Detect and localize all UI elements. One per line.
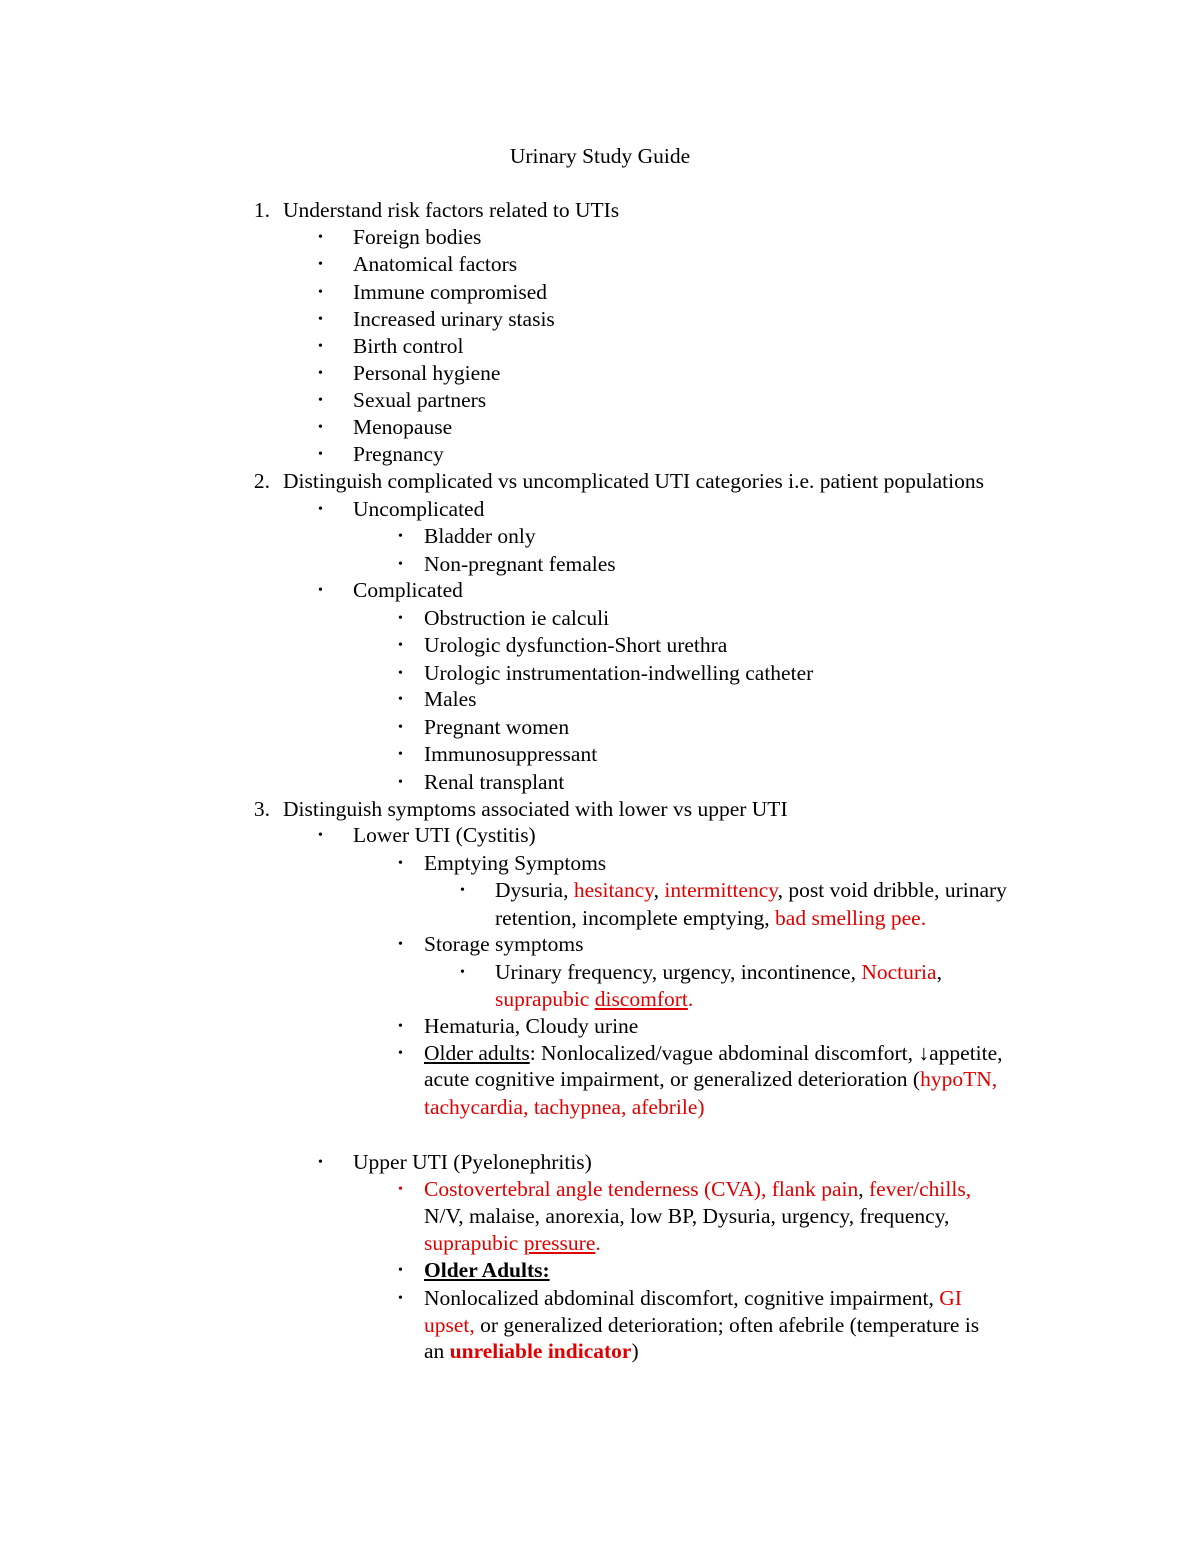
bullet-icon: •: [398, 856, 403, 871]
section-number: 1.: [253, 198, 270, 222]
bullet-icon: •: [398, 638, 403, 653]
list-item: Anatomical factors: [353, 252, 518, 276]
text-run: Dysuria,: [495, 878, 574, 902]
highlight-text: intermittency: [664, 878, 778, 902]
highlight-text: suprapubic: [495, 987, 595, 1011]
highlight-text: bad smelling pee.: [775, 906, 927, 930]
list-item: Urologic dysfunction-Short urethra: [424, 633, 728, 657]
bullet-icon: •: [398, 1046, 403, 1061]
highlight-text: unreliable indicator: [449, 1339, 632, 1363]
list-item: Bladder only: [424, 524, 536, 548]
highlight-text: hesitancy: [573, 878, 654, 902]
list-item: Immunosuppressant: [424, 742, 598, 766]
bullet-icon: •: [460, 965, 465, 980]
symptom-line: [424, 1230, 601, 1257]
symptom-line: [495, 986, 693, 1013]
symptom-line: [424, 1338, 639, 1365]
text-run: acute cognitive impairment, or generalized deterioration (: [424, 1067, 921, 1091]
symptom-line: [424, 1285, 962, 1312]
text-run: ): [631, 1339, 639, 1363]
list-item: Birth control: [353, 334, 464, 358]
symptom-line: [424, 1176, 971, 1203]
bullet-icon: •: [318, 230, 323, 245]
bullet-icon: •: [398, 611, 403, 626]
list-item: Increased urinary stasis: [353, 307, 555, 331]
text-run: : Nonlocalized/vague abdominal discomfort, ↓appetite,: [529, 1041, 1003, 1065]
text-run: , post void dribble, urinary: [777, 878, 1007, 902]
bullet-icon: •: [398, 720, 403, 735]
text-run: Nonlocalized abdominal discomfort, cognitive impairment,: [424, 1286, 940, 1310]
bullet-icon: •: [398, 1019, 403, 1034]
highlight-text: fever/chills,: [869, 1177, 972, 1201]
symptom-line: [495, 959, 942, 986]
list-item: Renal transplant: [424, 770, 565, 794]
group-label: Complicated: [353, 578, 463, 602]
bullet-icon: •: [318, 828, 323, 843]
bullet-icon: •: [398, 1263, 403, 1278]
underlined-label: Older adults: [424, 1041, 530, 1065]
bullet-icon: •: [398, 1182, 403, 1197]
text-run: Urinary frequency, urgency, incontinence,: [495, 960, 862, 984]
page-title: Urinary Study Guide: [509, 144, 691, 168]
group-label: Lower UTI (Cystitis): [353, 823, 536, 847]
bullet-icon: •: [318, 312, 323, 327]
bullet-icon: •: [318, 257, 323, 272]
highlight-text: discomfort: [594, 987, 688, 1011]
text-run: retention, incomplete emptying,: [495, 906, 776, 930]
highlight-text: .: [687, 987, 694, 1011]
symptom-line: [495, 905, 926, 932]
text-run: ,: [858, 1177, 870, 1201]
text-run: ,: [936, 960, 942, 984]
list-item: Urologic instrumentation-indwelling catheter: [424, 661, 814, 685]
list-item: Pregnant women: [424, 715, 570, 739]
bullet-icon: •: [398, 937, 403, 952]
list-item: Hematuria, Cloudy urine: [424, 1014, 639, 1038]
text-run: ,: [653, 878, 665, 902]
subgroup-label: Older Adults:: [424, 1258, 550, 1282]
bullet-icon: •: [398, 1291, 403, 1306]
list-item: Menopause: [353, 415, 453, 439]
bullet-icon: •: [318, 393, 323, 408]
bullet-icon: •: [398, 747, 403, 762]
highlight-text: tachycardia, tachypnea, afebrile): [424, 1095, 705, 1119]
symptom-line: N/V, malaise, anorexia, low BP, Dysuria, urgency, frequency,: [424, 1204, 950, 1228]
bullet-icon: •: [318, 583, 323, 598]
symptom-line: [495, 877, 1007, 904]
bullet-icon: •: [318, 366, 323, 381]
highlight-text: Costovertebral angle tenderness (CVA), flank pain: [424, 1177, 859, 1201]
bullet-icon: •: [398, 775, 403, 790]
highlight-text: suprapubic: [424, 1231, 524, 1255]
text-run: or generalized deterioration; often afebrile (temperature is: [474, 1313, 980, 1337]
highlight-text: GI: [939, 1286, 962, 1310]
bullet-icon: •: [398, 529, 403, 544]
highlight-text: Nocturia: [861, 960, 937, 984]
list-item: Non-pregnant females: [424, 552, 616, 576]
highlight-text: upset,: [424, 1313, 475, 1337]
list-item: Males: [424, 687, 477, 711]
group-label: Upper UTI (Pyelonephritis): [353, 1150, 592, 1174]
subgroup-label: Storage symptoms: [424, 932, 584, 956]
list-item: Obstruction ie calculi: [424, 606, 610, 630]
bullet-icon: •: [398, 692, 403, 707]
symptom-line: [424, 1312, 979, 1339]
section-heading: Distinguish complicated vs uncomplicated UTI categories i.e. patient populations: [283, 469, 984, 493]
section-number: 2.: [253, 469, 270, 493]
bullet-icon: •: [318, 502, 323, 517]
bullet-icon: •: [460, 883, 465, 898]
bullet-icon: •: [398, 666, 403, 681]
symptom-line: [424, 1066, 997, 1093]
bullet-icon: •: [318, 1155, 323, 1170]
list-item: Immune compromised: [353, 280, 548, 304]
list-item: Personal hygiene: [353, 361, 501, 385]
highlight-text: .: [595, 1231, 601, 1255]
highlight-text: hypoTN,: [920, 1067, 998, 1091]
text-run: an: [424, 1339, 450, 1363]
symptom-line: [424, 1040, 1003, 1067]
list-item: Pregnancy: [353, 442, 444, 466]
section-number: 3.: [253, 797, 270, 821]
list-item: Sexual partners: [353, 388, 487, 412]
bullet-icon: •: [398, 557, 403, 572]
section-heading: Distinguish symptoms associated with lower vs upper UTI: [283, 797, 788, 821]
bullet-icon: •: [318, 447, 323, 462]
bullet-icon: •: [318, 285, 323, 300]
highlight-text: pressure: [523, 1231, 596, 1255]
bullet-icon: •: [318, 339, 323, 354]
section-heading: Understand risk factors related to UTIs: [283, 198, 620, 222]
group-label: Uncomplicated: [353, 497, 485, 521]
subgroup-label: Emptying Symptoms: [424, 851, 607, 875]
list-item: Foreign bodies: [353, 225, 482, 249]
bullet-icon: •: [318, 420, 323, 435]
